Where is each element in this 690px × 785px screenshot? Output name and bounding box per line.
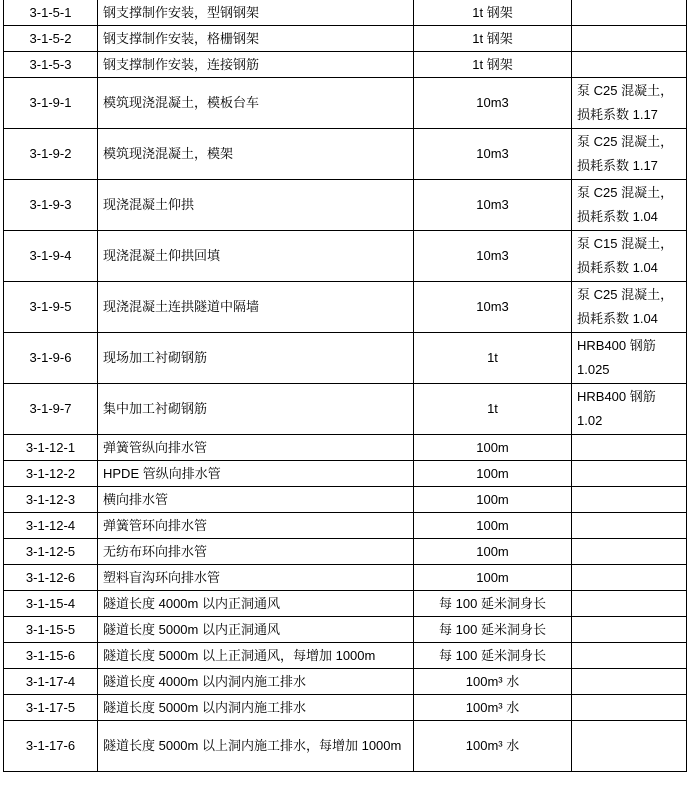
table-row [4, 78, 687, 129]
item-note: HRB400 钢筋 1.025 [572, 333, 687, 384]
item-code: 3-1-15-5 [4, 617, 98, 643]
item-note: 泵 C15 混凝土，损耗系数 1.04 [572, 231, 687, 282]
item-note [572, 26, 687, 52]
table-row [4, 129, 687, 180]
item-unit: 100m³ 水 [414, 695, 572, 721]
table-row [4, 513, 687, 539]
item-unit: 10m3 [414, 180, 572, 231]
item-name: HPDE 管纵向排水管 [98, 461, 414, 487]
item-code: 3-1-12-4 [4, 513, 98, 539]
item-name: 隧道长度 5000m 以内洞内施工排水 [98, 695, 414, 721]
item-code: 3-1-5-1 [4, 0, 98, 26]
item-unit: 100m [414, 487, 572, 513]
item-unit: 每 100 延米洞身长 [414, 591, 572, 617]
item-name: 现浇混凝土仰拱回填 [98, 231, 414, 282]
table-row [4, 617, 687, 643]
item-code: 3-1-9-5 [4, 282, 98, 333]
item-name: 横向排水管 [98, 487, 414, 513]
table-row [4, 333, 687, 384]
item-name: 钢支撑制作安装，型钢钢架 [98, 0, 414, 26]
item-unit: 每 100 延米洞身长 [414, 617, 572, 643]
item-unit: 1t 钢架 [414, 0, 572, 26]
table-row [4, 721, 687, 772]
item-code: 3-1-9-3 [4, 180, 98, 231]
item-code: 3-1-5-3 [4, 52, 98, 78]
item-name: 现浇混凝土连拱隧道中隔墙 [98, 282, 414, 333]
table-row [4, 461, 687, 487]
item-code: 3-1-17-4 [4, 669, 98, 695]
item-name: 弹簧管纵向排水管 [98, 435, 414, 461]
item-name: 隧道长度 4000m 以内洞内施工排水 [98, 669, 414, 695]
item-note [572, 513, 687, 539]
item-note [572, 0, 687, 26]
item-note: 泵 C25 混凝土，损耗系数 1.04 [572, 282, 687, 333]
item-code: 3-1-9-2 [4, 129, 98, 180]
item-unit: 100m [414, 565, 572, 591]
item-note [572, 52, 687, 78]
item-unit: 1t [414, 333, 572, 384]
table-row [4, 282, 687, 333]
item-unit: 100m [414, 435, 572, 461]
item-note [572, 565, 687, 591]
item-unit: 1t 钢架 [414, 26, 572, 52]
item-name: 弹簧管环向排水管 [98, 513, 414, 539]
item-note [572, 695, 687, 721]
item-note [572, 643, 687, 669]
item-unit: 100m³ 水 [414, 669, 572, 695]
item-unit: 100m [414, 461, 572, 487]
item-note [572, 669, 687, 695]
table-row [4, 231, 687, 282]
table-row [4, 384, 687, 435]
table-row [4, 539, 687, 565]
item-code: 3-1-5-2 [4, 26, 98, 52]
item-name: 钢支撑制作安装，连接钢筋 [98, 52, 414, 78]
table-row [4, 487, 687, 513]
item-unit: 1t 钢架 [414, 52, 572, 78]
table-row [4, 669, 687, 695]
item-code: 3-1-9-7 [4, 384, 98, 435]
item-name: 模筑现浇混凝土，模架 [98, 129, 414, 180]
item-code: 3-1-17-5 [4, 695, 98, 721]
item-note: HRB400 钢筋 1.02 [572, 384, 687, 435]
item-note: 泵 C25 混凝土，损耗系数 1.17 [572, 129, 687, 180]
item-name: 隧道长度 5000m 以上正洞通风，每增加 1000m [98, 643, 414, 669]
item-unit: 100m³ 水 [414, 721, 572, 772]
item-unit: 10m3 [414, 78, 572, 129]
item-unit: 1t [414, 384, 572, 435]
item-name: 钢支撑制作安装，格栅钢架 [98, 26, 414, 52]
item-note [572, 435, 687, 461]
item-code: 3-1-12-1 [4, 435, 98, 461]
table-row [4, 435, 687, 461]
item-note [572, 539, 687, 565]
item-unit: 10m3 [414, 231, 572, 282]
item-note [572, 721, 687, 772]
item-name: 塑料盲沟环向排水管 [98, 565, 414, 591]
item-code: 3-1-15-6 [4, 643, 98, 669]
table-row [4, 52, 687, 78]
item-unit: 每 100 延米洞身长 [414, 643, 572, 669]
table-row [4, 591, 687, 617]
table-row [4, 643, 687, 669]
table-row [4, 565, 687, 591]
item-code: 3-1-9-6 [4, 333, 98, 384]
item-name: 现浇混凝土仰拱 [98, 180, 414, 231]
item-code: 3-1-17-6 [4, 721, 98, 772]
item-name: 隧道长度 5000m 以内正洞通风 [98, 617, 414, 643]
table-row [4, 0, 687, 26]
item-unit: 10m3 [414, 129, 572, 180]
item-note [572, 617, 687, 643]
item-name: 集中加工衬砌钢筋 [98, 384, 414, 435]
item-note [572, 461, 687, 487]
item-unit: 100m [414, 513, 572, 539]
item-name: 无纺布环向排水管 [98, 539, 414, 565]
item-name: 隧道长度 5000m 以上洞内施工排水，每增加 1000m [98, 721, 414, 772]
item-note: 泵 C25 混凝土，损耗系数 1.04 [572, 180, 687, 231]
quota-table [3, 0, 687, 772]
table-row [4, 180, 687, 231]
item-code: 3-1-9-1 [4, 78, 98, 129]
item-code: 3-1-12-5 [4, 539, 98, 565]
item-name: 现场加工衬砌钢筋 [98, 333, 414, 384]
item-unit: 100m [414, 539, 572, 565]
table-row [4, 26, 687, 52]
item-code: 3-1-12-2 [4, 461, 98, 487]
item-note: 泵 C25 混凝土，损耗系数 1.17 [572, 78, 687, 129]
item-code: 3-1-15-4 [4, 591, 98, 617]
item-code: 3-1-12-6 [4, 565, 98, 591]
item-name: 隧道长度 4000m 以内正洞通风 [98, 591, 414, 617]
item-note [572, 487, 687, 513]
item-code: 3-1-9-4 [4, 231, 98, 282]
table-row [4, 695, 687, 721]
item-name: 模筑现浇混凝土，模板台车 [98, 78, 414, 129]
item-code: 3-1-12-3 [4, 487, 98, 513]
item-note [572, 591, 687, 617]
item-unit: 10m3 [414, 282, 572, 333]
